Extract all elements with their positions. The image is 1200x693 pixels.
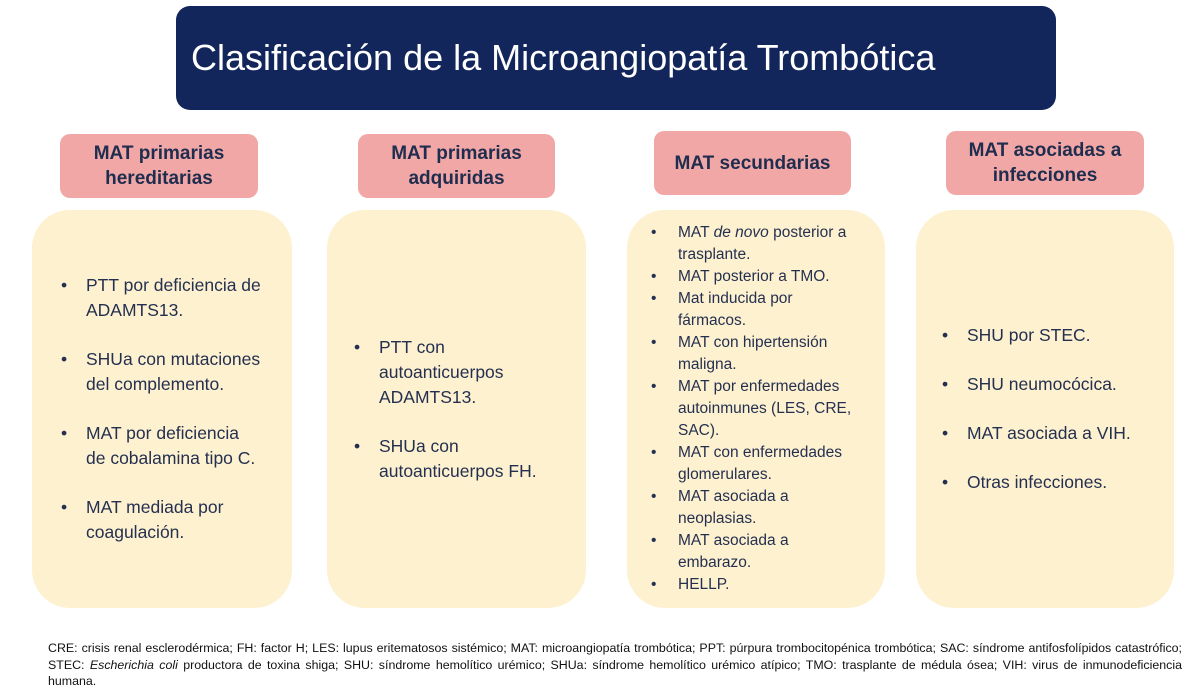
list-item: • SHU por STEC. <box>967 323 1174 348</box>
card-primary-hereditary <box>32 210 292 608</box>
item-text-italic: de novo <box>713 224 769 241</box>
list-item: • MAT con hipertensión maligna. <box>678 332 885 376</box>
card-secondary <box>627 210 885 608</box>
list-item: • SHUa con mutaciones del complemento. <box>86 347 292 397</box>
category-label: MAT primarias hereditarias <box>93 143 225 189</box>
footnote-text-end: productora de toxina shiga; SHU: síndrome hemolítico urémico; SHUa: síndrome hemolítico urémico atípico; TMO: trasplante de médula ósea; VIH: virus de inmunodeficiencia humana. <box>48 657 1182 688</box>
item-text-post: posterior a trasplante. <box>678 224 847 263</box>
list-item: • PTT con autoanticuerpos ADAMTS13. <box>379 335 586 410</box>
list-item: • MAT asociada a embarazo. <box>678 530 885 574</box>
item-text-pre: MAT <box>678 224 714 241</box>
list-item: • MAT asociada a neoplasias. <box>678 486 885 530</box>
list-item: • MAT por enfermedades autoinmunes (LES, CRE, SAC). <box>678 376 885 442</box>
title-banner <box>176 6 1056 110</box>
card-infections <box>916 210 1174 608</box>
list-item: • MAT con enfermedades glomerulares. <box>678 442 885 486</box>
page-title: Clasificación de la Microangiopatía Trombótica <box>191 37 936 78</box>
item-list <box>627 222 885 596</box>
category-infections <box>946 131 1144 195</box>
list-item: • Otras infecciones. <box>967 470 1174 495</box>
item-list <box>32 273 292 545</box>
abbreviations-footnote <box>48 640 1182 690</box>
list-item: • SHUa con autoanticuerpos FH. <box>379 434 586 484</box>
list-item: • MAT posterior a TMO. <box>678 266 885 288</box>
list-item: • MAT asociada a VIH. <box>967 421 1174 446</box>
card-primary-acquired <box>327 210 586 608</box>
list-item <box>678 222 885 266</box>
footnote-text: CRE: crisis renal esclerodérmica; FH: factor H; LES: lupus eritematosos sistémico; MAT: microangiopatía trombótica; PPT: púrpura trombocitopénica trombótica; SAC: síndrome antifosfolípidos catastrófico; STEC: <box>48 641 1182 672</box>
list-item: • Mat inducida por fármacos. <box>678 288 885 332</box>
category-primary-hereditary <box>60 134 258 198</box>
category-secondary <box>654 131 851 195</box>
list-item: • MAT por deficiencia de cobalamina tipo C. <box>86 421 292 471</box>
list-item: • PTT por deficiencia de ADAMTS13. <box>86 273 292 323</box>
list-item: • HELLP. <box>678 574 885 596</box>
category-label: MAT secundarias <box>674 152 831 174</box>
category-primary-acquired <box>358 134 555 198</box>
item-list <box>916 323 1174 495</box>
list-item: • MAT mediada por coagulación. <box>86 495 292 545</box>
footnote-italic: Escherichia coli <box>89 657 178 672</box>
category-label: MAT asociadas a infecciones <box>968 140 1122 186</box>
item-list <box>327 335 586 484</box>
list-item: • SHU neumocócica. <box>967 372 1174 397</box>
category-label: MAT primarias adquiridas <box>391 143 522 189</box>
